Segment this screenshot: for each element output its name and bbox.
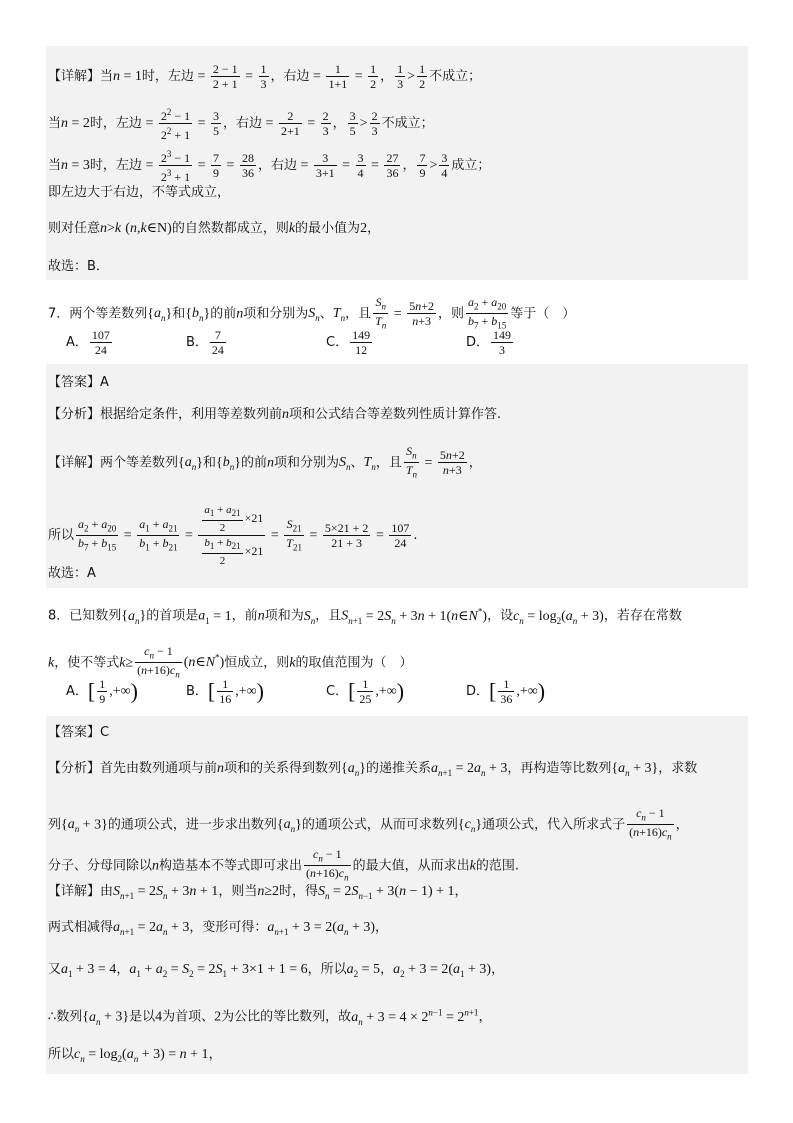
option-8-b: B．[ $\frac{1}{16}$ ,+∞) <box>186 677 264 706</box>
left-greater: 即左边大于右边，不等式成立， <box>48 185 231 200</box>
option-8-d: D．[ $\frac{1}{36}$ ,+∞) <box>466 677 546 706</box>
option-7-b: B． $\frac{7}{24}$ <box>186 328 224 357</box>
detail-8-line4: ∴数列$\{a_n + 3\}$是以4为首项、2为公比的等比数列，故$a_n + 3 = 4 \times 2^{n-1} = 2^{n+1}$， <box>48 1007 492 1027</box>
analysis-8-line3: 分子、分母同除以n构造基本不等式即可求出 $\frac{c_n - 1}{(n+16)c_n}$ 的最大值，从而求出k的范围. <box>48 847 519 883</box>
detail-8-line5: 所以$c_n = \log_2(a_n + 3) = n + 1$， <box>48 1047 222 1064</box>
conclusion-k: 则对任意n>k (n,k∈N)的自然数都成立，则k的最小值为2， <box>48 221 381 236</box>
option-8-a: A．[ $\frac{1}{9}$ ,+∞) <box>66 677 138 706</box>
detail-n2: 当n = 2时，左边 = $\frac{2^2 - 1}{2^2 + 1}$ = $\frac{3}{5}$ ，右边 = $\frac{2}{2+1}$ = $\frac{2}{3}$ ， $\frac{3}{5}$ > $\frac{2}{3}$ 不成立； <box>48 107 434 142</box>
analysis-8-line2: 列$\{a_n + 3\}$的通项公式，进一步求出数列$\{a_n\}$的通项公式，从而可求数列$\{c_n\}$通项公式，代入所求式子 $\frac{c_n - 1}{(n+16)c_n}$ ， <box>48 806 689 842</box>
answer-7: 【答案】A <box>48 375 109 390</box>
detail-8-line2: 两式相减得$a_{n+1} = 2a_n + 3$，变形可得：$a_{n+1} + 3 = 2(a_n + 3)$， <box>48 920 389 937</box>
detail-n1: 【详解】当n = 1时，左边 = $\frac{2 - 1}{2 + 1}$ = $\frac{1}{3}$ ，右边 = $\frac{1}{1+1}$ = $\frac{1}{2}$ ， $\frac{1}{3}$ > $\frac{1}{2}$ 不成立； <box>48 62 482 91</box>
question-8-line2: k，使不等式k≥ $\frac{c_n - 1}{(n+16)c_n}$ (n∈N*)恒成立，则k的取值范围为（ ） <box>48 644 413 680</box>
option-7-a: A． $\frac{107}{24}$ <box>66 328 110 357</box>
question-8-line1: 8．已知数列$\{a_n\}$的首项是$a_1 = 1$，前n项和为$S_n$，且$S_{n+1} = 2S_n + 3n$ + 1(n∈N*)，设$c_n = \log_2(a_n + 3)$，若存在常数 <box>48 606 682 626</box>
choice-7: 故选：A <box>48 566 96 581</box>
option-7-d: D． $\frac{149}{3}$ <box>466 328 512 357</box>
question-7: 7．两个等差数列$\{a_n\}$和$\{b_n\}$的前n项和分别为$S_n$、$T_n$，且 $\frac{S_n}{T_n}$ = $\frac{5n+2}{n+3}$ ，则 $\frac{a_2 + a_{20}}{b_7 + b_{15}}$ 等于（ ） <box>48 295 576 331</box>
derivation-7: 所以 $\frac{a_2 + a_{20}}{b_7 + b_{15}}$ = $\frac{a_1 + a_{21}}{b_1 + b_{21}}$ = $\frac{a_1 + a_{21}}{2}$ ×21 $\frac{b_1 + b_{21}}{2}$ ×21 = $\frac{S_{21}}{T_{21}}$ = $\frac{5\times 21 + 2}{21 + 3}$ = $\frac{107}{24}$ . <box>48 504 418 568</box>
analysis-7: 【分析】根据给定条件，利用等差数列前n项和公式结合等差数列性质计算作答. <box>48 407 502 422</box>
detail-7: 【详解】两个等差数列$\{a_n\}$和$\{b_n\}$的前n项和分别为$S_n$、$T_n$，且 $\frac{S_n}{T_n}$ = $\frac{5n+2}{n+3}$ ， <box>48 444 482 480</box>
choice-6: 故选：B． <box>48 259 109 274</box>
detail-8-line1: 【详解】由$S_{n+1} = 2S_n + 3n + 1$，则当n≥2时，得$S_n = 2S_{n-1} + 3(n - 1) + 1$， <box>48 884 468 901</box>
analysis-8-line1: 【分析】首先由数列通项与前n项和的关系得到数列$\{a_n\}$的递推关系$a_{n+1} = 2a_n + 3$，再构造等比数列$\{a_n + 3\}$，求数 <box>48 761 698 778</box>
detail-8-line3: 又$a_1 + 3 = 4$，$a_1 + a_2 = S_2 = 2S_1 + 3\times 1 + 1 = 6$，所以$a_2 = 5$，$a_2 + 3 = 2(a_1 + 3)$， <box>48 962 505 979</box>
answer-8: 【答案】C <box>48 725 110 740</box>
detail-n3: 当n = 3时，左边 = $\frac{2^3 - 1}{2^3 + 1}$ = $\frac{7}{9}$ = $\frac{28}{36}$ ，右边 = $\frac{3}{3+1}$ = $\frac{3}{4}$ = $\frac{27}{36}$ ， $\frac{7}{9}$ > $\frac{3}{4}$ 成立； <box>48 149 491 184</box>
option-7-c: C． $\frac{149}{12}$ <box>326 328 371 357</box>
option-8-c: C．[ $\frac{1}{25}$ ,+∞) <box>326 677 405 706</box>
